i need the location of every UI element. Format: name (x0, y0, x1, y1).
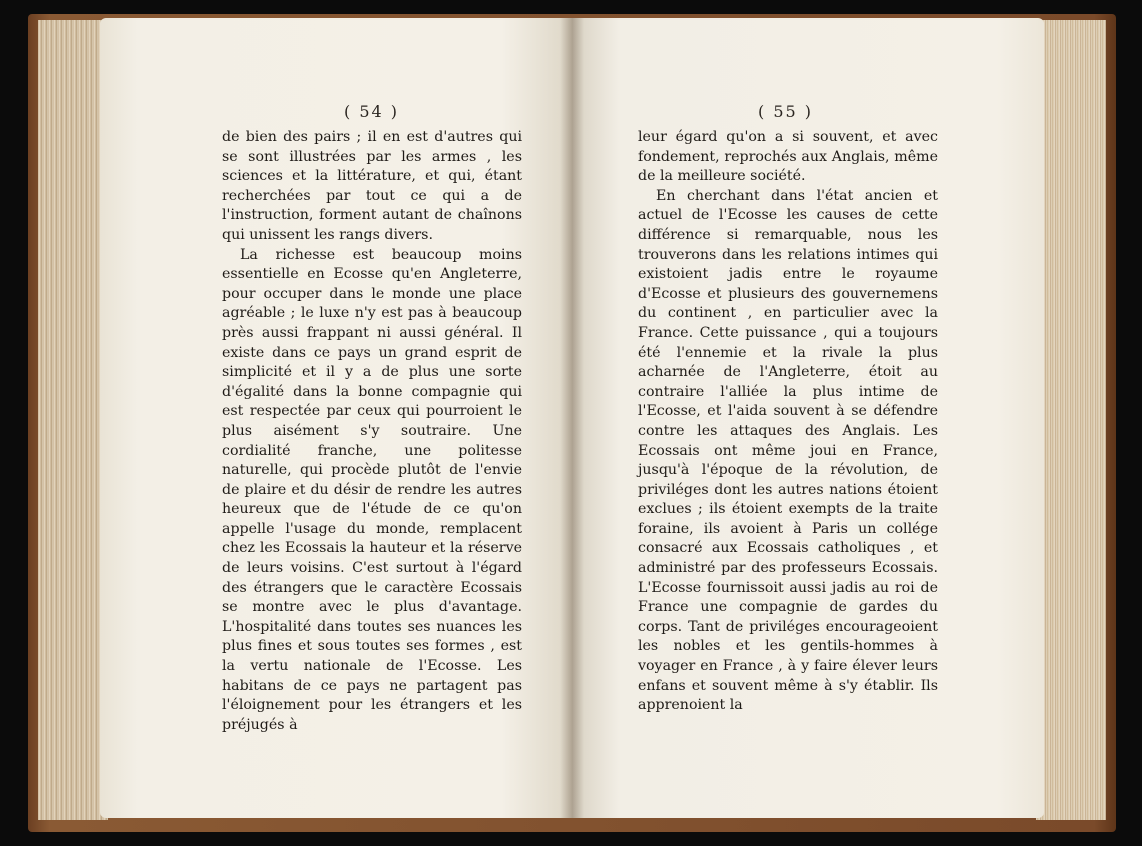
page-number-right: ( 55 ) (758, 102, 814, 121)
left-paragraph-2: La richesse est beaucoup moins essentielle en Ecosse qu'en Angleterre, pour occuper dans le monde une place agréable ; le luxe n'y est pas à beaucoup près aussi frappant ni aussi général. Il existe dans ce pays un grand esprit de simplicité et il y a de plus une sorte d'égalité dans la bonne compagnie qui est respectée par ceux qui pourroient le plus aisément s'y soutraire. Une cordialité franche, une politesse naturelle, qui procède plutôt de l'envie de plaire et du désir de rendre les autres heureux que de l'étude de ce qu'on appelle l'usage du monde, remplacent chez les Ecossais la hauteur et la réserve de leurs voisins. C'est surtout à l'égard des étrangers que le caractère Ecossais se montre avec le plus d'avantage. L'hospitalité dans toutes ses nuances les plus fines et sous toutes ses formes , est la vertu nationale de l'Ecosse. Les habitans de ce pays ne partagent pas l'éloignement pour les étrangers et les préjugés à (222, 246, 522, 733)
page-edges-left (38, 20, 108, 820)
right-page (572, 18, 1044, 818)
page-number-left: ( 54 ) (344, 102, 400, 121)
page-edges-right (1036, 20, 1106, 820)
right-page-text (638, 128, 938, 716)
left-paragraph-1: de bien des pairs ; il en est d'autres qui se sont illustrées par les armes , les sciences et la littérature, et qui, étant recherchées par tout ce qui a de l'instruction, forment autant de chaînons qui unissent les rangs divers. (222, 129, 522, 243)
left-page-text (222, 128, 522, 735)
book-gutter (560, 18, 584, 818)
right-paragraph-2: En cherchant dans l'état ancien et actuel de l'Ecosse les causes de cette différence si remarquable, nous les trouverons dans les relations intimes qui existoient jadis entre le royaume d'Ecosse et plusieurs des gouvernemens du continent , en particulier avec la France. Cette puissance , qui a toujours été l'ennemie et la rivale la plus acharnée de l'Angleterre, étoit au contraire l'alliée la plus intime de l'Ecosse, et l'aida souvent à se défendre contre les attaques des Anglais. Les Ecossais ont même joui en France, jusqu'à l'époque de la révolution, de priviléges dont les autres nations étoient exclues ; ils étoient exempts de la traite foraine, ils avoient à Paris un collége consacré aux Ecossais catholiques , et administré par des professeurs Ecossais. L'Ecosse fournissoit aussi jadis au roi de France une compagnie de gardes du corps. Tant de priviléges encourageoient les nobles et les gentils-hommes à voyager en France , à y faire élever leurs enfans et souvent même à s'y établir. Ils apprenoient la (638, 187, 938, 714)
right-paragraph-1: leur égard qu'on a si souvent, et avec fondement, reprochés aux Anglais, même de la meilleure société. (638, 129, 938, 185)
left-page (100, 18, 572, 818)
